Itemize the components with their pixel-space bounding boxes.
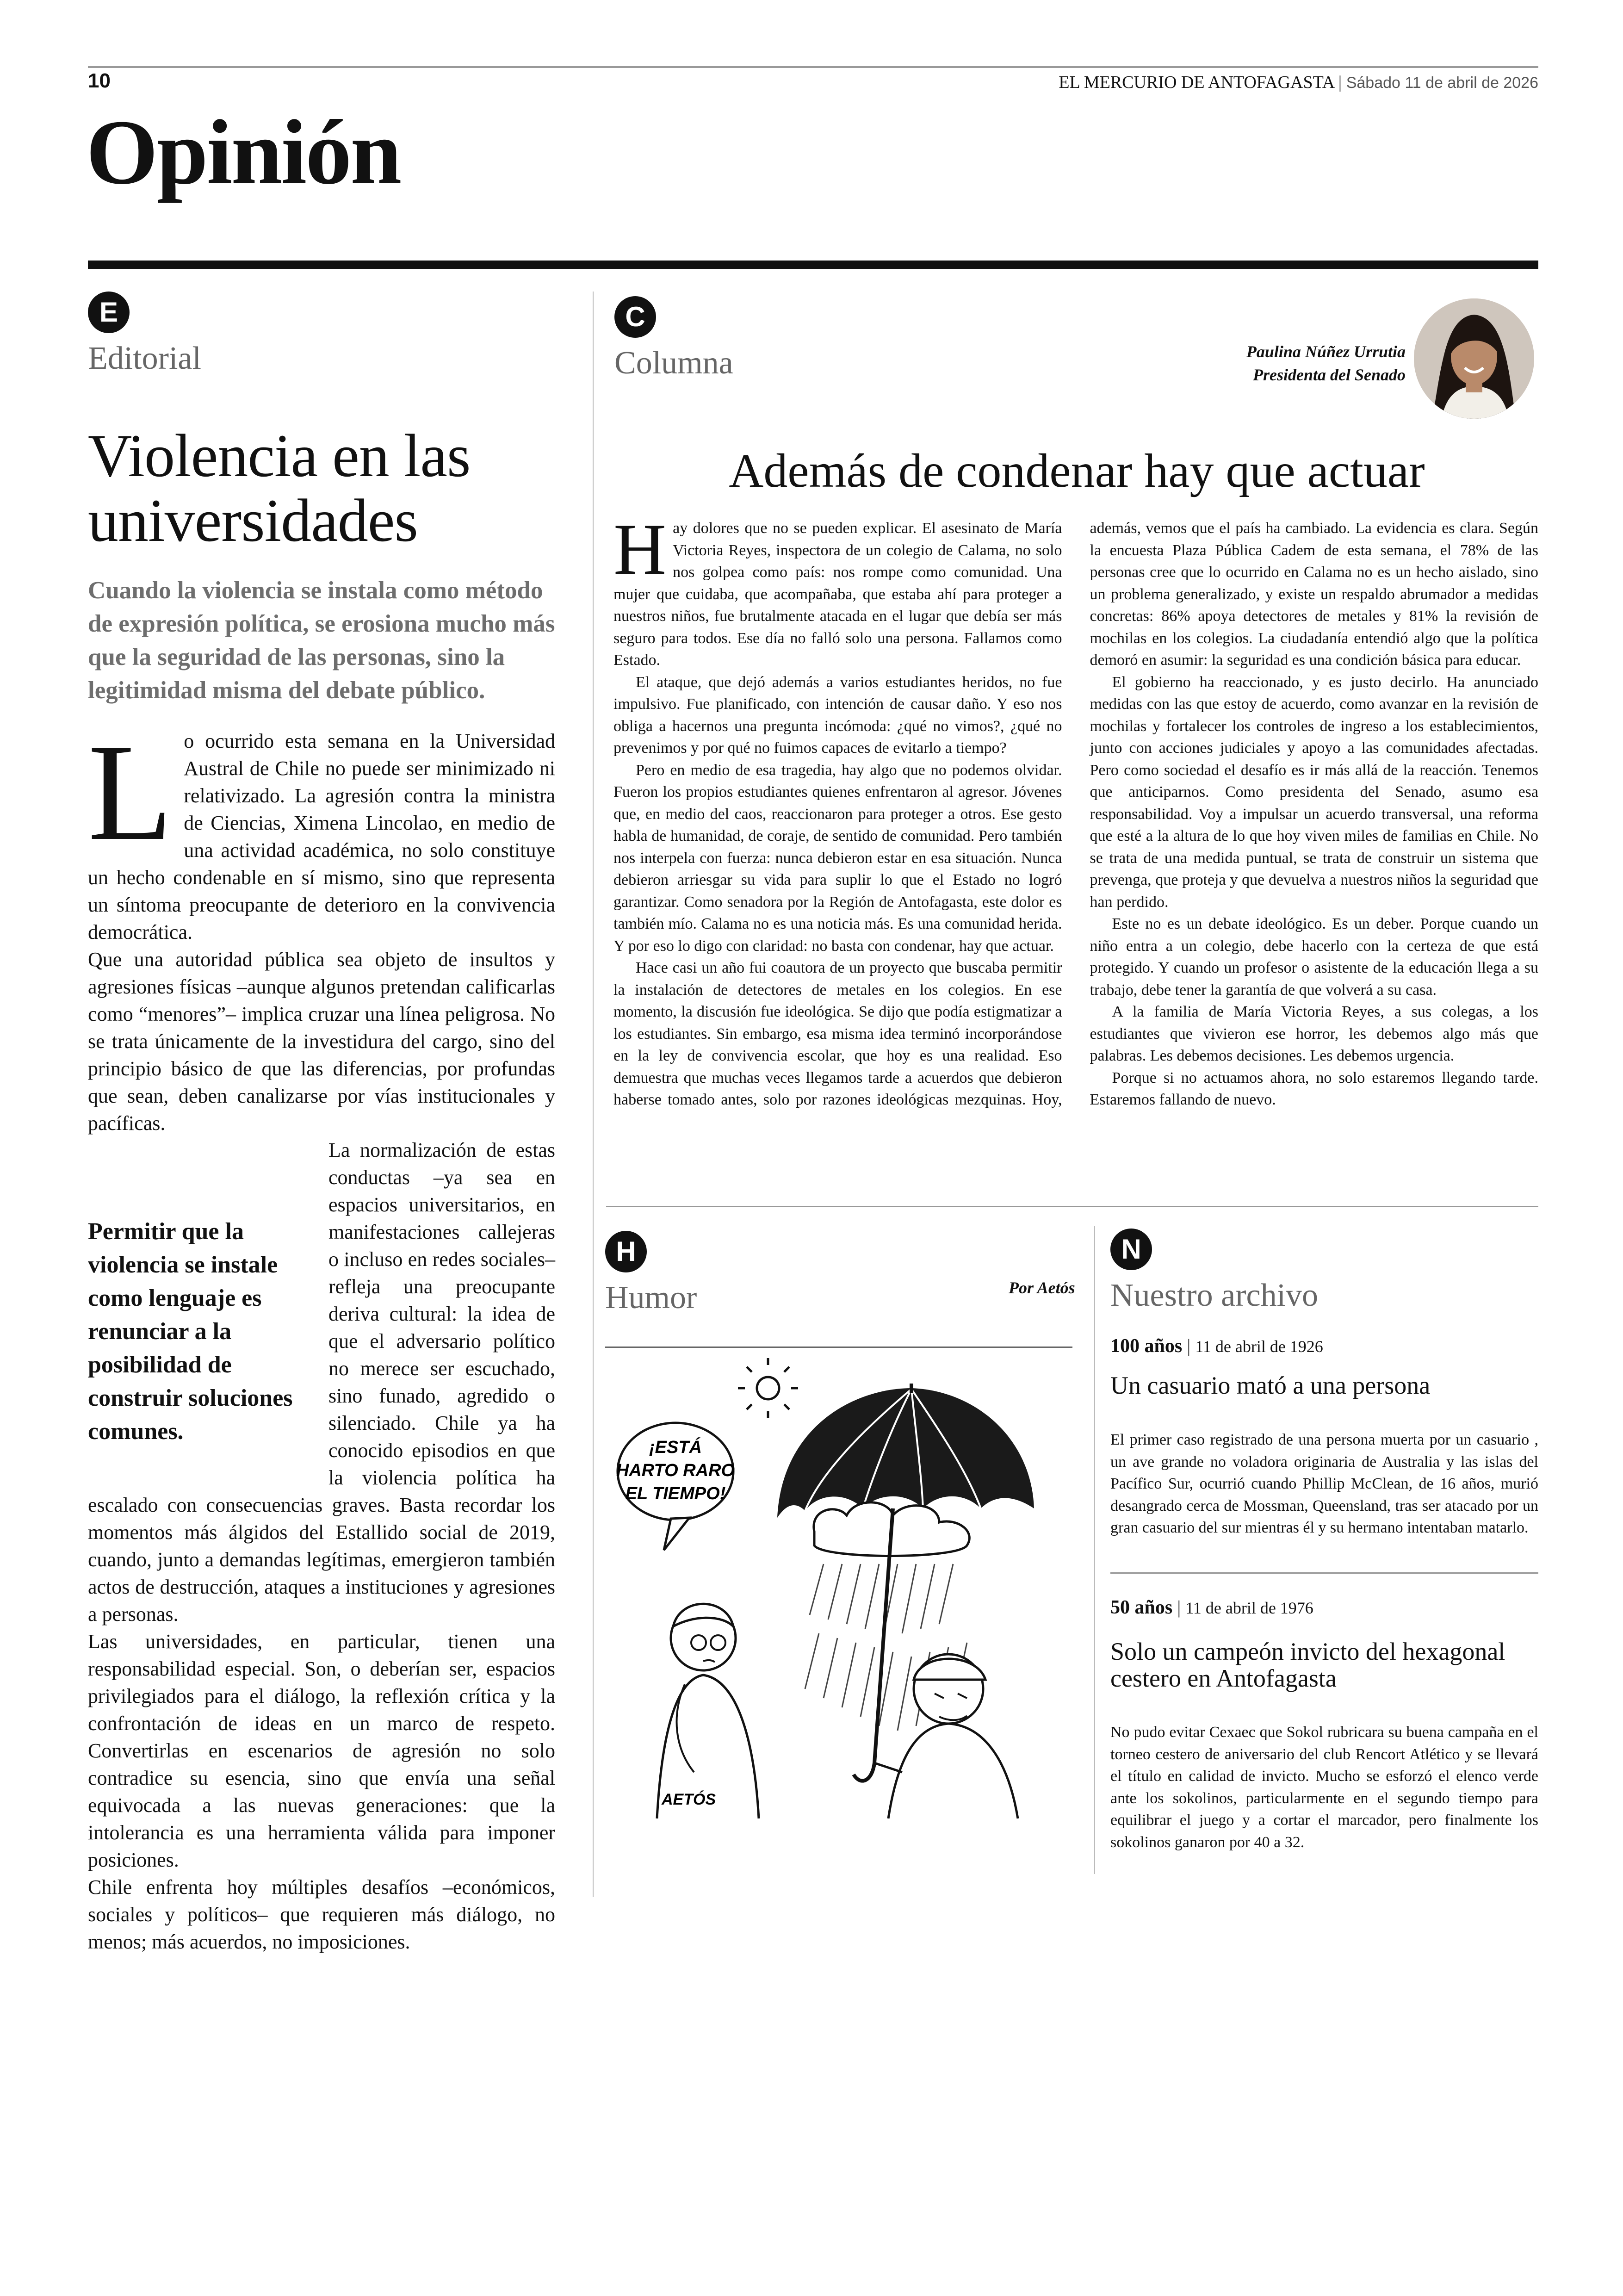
header-top-rule [88,66,1538,68]
column-label: Columna [614,345,733,381]
column-paragraph-3: Pero en medio de esa tragedia, hay algo que no podemos olvidar. Fueron los propios estudiantes quienes enfrentaron al agresor. Jóvenes que, en medio del caos, reaccionaron para proteger a otros. Ese gesto habla de humanidad, de coraje, de sentido de comunidad. Pero también nos interpela con fuerza: nunca debieron estar en esa situación. Nunca debieron arriesgar su vida para suplir lo que el Estado no logró garantizar. Como senadora por la Región de Antofagasta, este dolor es también mío. Calama no es una noticia más. Es una comunidad herida. Y por eso lo digo con claridad: no basta con condenar, hay que actuar. [613,761,1062,955]
editorial-pullquote-box [88,1215,315,1483]
archive-item1-meta: 100 años | 11 de abril de 1926 [1110,1335,1323,1357]
author-photo [1414,298,1534,419]
editorial-dropcap: L [88,715,173,869]
issue-date: Sábado 11 de abril de 2026 [1346,74,1538,92]
editorial-p1-text: o ocurrido esta semana en la Universidad Austral de Chile no puede ser minimizado ni relativizado. La agresión contra la ministra de Ciencias, Ximena Lincolao, en medio de una actividad académica, no solo constituye un hecho condenable en sí mismo, sino que representa un síntoma preocupante de deterioro en la convivencia democrática. [88,730,555,943]
column-paragraph-6: Este no es un debate ideológico. Es un deber. Porque cuando un niño entra a un colegio, debe hacerlo con la certeza de que está protegido. Y cuando un profesor o asistente de la educación llega a su trabajo, debe tener la garantía de que volverá a su casa. [1090,915,1538,999]
editorial-paragraph-1 [88,715,555,946]
editorial-body-bottom [88,1136,555,1955]
editorial-paragraph-4: Las universidades, en particular, tienen una responsabilidad especial. Son, o deberían ser, espacios privilegiados para el diálogo, la reflexión crítica y la confrontación de ideas en un marco de respeto. Convertirlas en escenarios de agresión no solo contradice su esencia, sino que envía una señal equivocada a las nuevas generaciones: que la intolerancia es una herramienta válida para imponer posiciones. [88,1630,555,1871]
masthead-line: EL MERCURIO DE ANTOFAGASTA | Sábado 11 de abril de 2026 [1059,73,1538,92]
umbrella-cartoon-icon [615,1356,1055,1846]
archive-item2-title [1110,1638,1505,1692]
archive-item2-text: No pudo evitar Cexaec que Sokol rubricara su buena campaña en el torneo cestero de aniversario del club Rencort Atlético y se llevará el título en calidad de invicto. Mucho se esforzó el elenco verde ante los sokolinos, particularmente en el segundo tiempo para equilibrar el juego y a cortar el marcador, pero finalmente los sokolinos ganaron por 40 a 32. [1110,1724,1538,1851]
header-bottom-rule [88,261,1538,269]
editorial-title [88,423,470,553]
column-paragraph-2: El ataque, que dejó además a varios estudiantes heridos, no fue impulsivo. Fue planificado, con intención de causar daño. Y eso nos obliga a hacernos una pregunta incómoda: ¿qué no vimos?, ¿qué no prevenimos y por qué no fuimos capaces de evitarlo a tiempo? [613,673,1062,757]
column-title: Además de condenar hay que actuar [729,444,1425,497]
archive-rule [1110,1572,1538,1574]
archive-label: Nuestro archivo [1110,1278,1319,1313]
section-title: Opinión [86,101,401,204]
bubble-line2: HARTO RARO [616,1461,735,1480]
column-body [613,509,1538,1188]
archive-item1-title: Un casuario mató a una persona [1110,1371,1431,1399]
humor-byline: Por Aetós [1009,1278,1075,1297]
editorial-paragraph-5: Chile enfrenta hoy múltiples desafíos –económicos, sociales y políticos– que requieren más diálogo, no menos; más acuerdos, no imposiciones. [88,1876,555,1953]
editorial-lead: Cuando la violencia se instala como método de expresión política, se erosiona mucho más que la seguridad de las personas, sino la legitimidad misma del debate público. [88,577,555,704]
humor-badge: H [605,1231,647,1272]
editorial-body-top [88,715,555,1137]
divider-column-bottom [606,1206,1538,1207]
archive-item1-date: 11 de abril de 1926 [1195,1337,1323,1356]
column-dropcap: H [613,509,667,590]
humor-rule [605,1347,1072,1348]
archive-item2-years: 50 años [1110,1597,1173,1618]
cartoon-signature: AETÓS [662,1791,716,1808]
column-paragraph-1 [613,509,1062,671]
archive-item1-years: 100 años [1110,1335,1183,1357]
column-p1-text: ay dolores que no se pueden explicar. El asesinato de María Victoria Reyes, inspectora de un colegio de Calama, no solo nos golpea como país: nos rompe como comunidad. Una mujer que cuidaba, que acompañaba, que estaba ahí para proteger a nuestros niños, fue brutalmente atacada en el lugar que debía ser más seguro para todos. Ese día no falló solo una persona. Fallamos como Estado. [613,520,1062,669]
bubble-line3: EL TIEMPO! [625,1484,726,1503]
column-author-name: Paulina Núñez Urrutia [1246,342,1406,361]
divider-humor-archive [1094,1226,1095,1874]
archive-item2-date: 11 de abril de 1976 [1185,1599,1313,1617]
column-author-role: Presidenta del Senado [1253,366,1406,384]
archive-item2-meta: 50 años | 11 de abril de 1976 [1110,1597,1313,1618]
divider-editorial [593,292,594,1897]
humor-label: Humor [605,1280,697,1316]
editorial-label: Editorial [88,341,201,376]
archive-item1-text: El primer caso registrado de una persona muerta por un casuario , un ave grande no voladora originaria de Australia y las islas del Pacífico Sur, ocurrió cuando Phillip McClean, de 16 años, murió desangrado cerca de Mossman, Queensland, tras ser atacado por un gran casuario del sur mientras él y su hermano intentaban matarlo. [1110,1431,1538,1536]
editorial-paragraph-3: La normalización de estas conductas –ya sea en espacios universitarios, en manifestaciones callejeras o incluso en redes sociales– refleja una preocupante deriva cultural: la idea de que el adversario político no merece ser escuchado, sino funado, agredido o silenciado. Chile ya ha conocido episodios en que la violencia política ha escalado con consecuencias graves. Basta recordar los momentos más álgidos del Estallido social de 2019, cuando, junto a demandas legítimas, emergieron también actos de destrucción, ataques a instituciones y agresiones a personas. [88,1139,555,1626]
archive-badge: N [1110,1229,1152,1270]
editorial-title-line2: universidades [88,486,418,554]
column-paragraph-5: El gobierno ha reaccionado, y es justo decirlo. Ha anunciado medidas con las que estoy de acuerdo, como avanzar en la revisión de mochilas y fortalecer los controles de ingreso a los establecimientos, junto con acciones judiciales y apoyo a las comunidades afectadas. Pero como sociedad el desafío es ir más allá de la reacción. Tenemos que anticiparnos. Como presidenta del Senado, asumo esa responsabilidad. Voy a impulsar un acuerdo transversal, una reforma que esté a la altura de lo que hoy viven miles de familias en Chile. No se trata de una medida puntual, se trata de construir un sistema que prevenga, que proteja y que devuelva a nuestros niños la seguridad que han perdido. [1090,673,1538,911]
page-number: 10 [88,69,111,92]
editorial-title-line1: Violencia en las [88,422,471,490]
editorial-badge: E [88,292,130,333]
bubble-line1: ¡ESTÁ [649,1438,702,1457]
archive-item2-title-line2: cestero en Antofagasta [1110,1664,1337,1692]
column-paragraph-7: A la familia de María Victoria Reyes, a sus colegas, a los estudiantes que vivieron ese horror, les debemos algo más que palabras. Les debemos decisiones. Les debemos urgencia. [1090,1003,1538,1064]
author-portrait-icon [1414,298,1534,419]
editorial-paragraph-2: Que una autoridad pública sea objeto de insultos y agresiones físicas –aunque algunos pretendan calificarlas como “menores”– implica cruzar una línea peligrosa. No se trata únicamente de la investidura del cargo, sino del principio básico de que las diferencias, por profundas que sean, deben canalizarse por vías institucionales y pacíficas. [88,948,555,1135]
editorial-pullquote: Permitir que la violencia se instale como lenguaje es renunciar a la posibilidad de construir soluciones comunes. [88,1218,293,1445]
cartoon [615,1356,1055,1846]
paper-name: EL MERCURIO DE ANTOFAGASTA [1059,73,1334,92]
column-paragraph-8: Porque si no actuamos ahora, no solo estaremos llegando tarde. Estaremos fallando de nuevo. [1090,1069,1538,1108]
archive-item2-title-line1: Solo un campeón invicto del hexagonal [1110,1638,1505,1665]
column-badge: C [614,296,656,338]
column-paragraph-4: Hace casi un año fui coautora de un proyecto que buscaba permitir la instalación de detectores de metales en los colegios. En ese momento, la discusión fue ideológica. Se dijo que podía estigmatizar a los estudiantes. Sin embargo, esa misma idea terminó incorporándose en la ley de convivencia escolar, que hoy es una realidad. Eso demuestra que muchas veces llegamos tarde a acuerdos que debieron haberse tomado antes, solo por razones ideológicas mezquinas. Hoy, además, vemos que el país ha cambiado. La evidencia es clara. Según la encuesta Plaza Pública Cadem de esta semana, el 78% de las personas cree que lo ocurrido en Calama no es un hecho aislado, sino un problema generalizado, y existe un respaldo abrumador a medidas concretas: 86% apoya detectores de metales y 81% la revisión de mochilas en los colegios. La ciudadanía entendió algo que la política demoró en asumir: la seguridad es una condición básica para educar. [613,520,1538,1108]
column-author-block [1246,340,1406,386]
